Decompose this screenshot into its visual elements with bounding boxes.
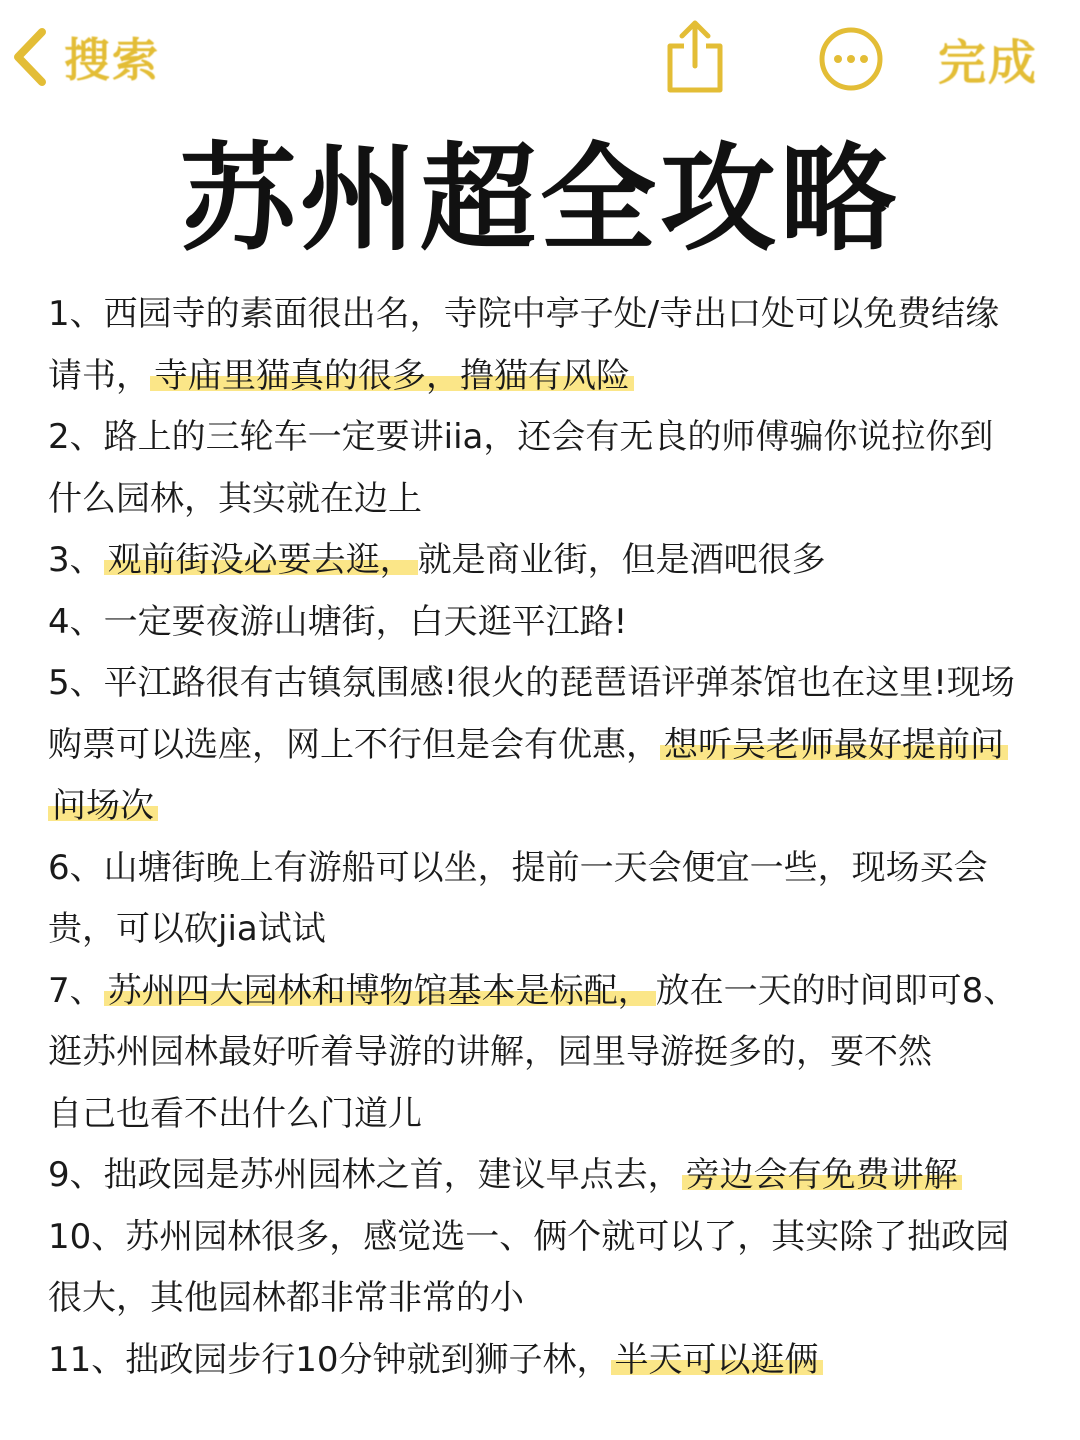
note-line: [48, 899, 1038, 961]
note-line: [48, 407, 1038, 469]
back-label: 搜索: [64, 33, 160, 87]
note-text: 购票可以选座，网上不行但是会有优惠，: [48, 724, 660, 765]
note-text: 1、西园寺的素面很出名，寺院中亭子处/寺出口处可以免费结缘: [48, 294, 1000, 334]
note-line: [48, 838, 1038, 900]
note-text: 5、平江路很有古镇氛围感!很火的琵琶语评弹茶馆也在这里!现场: [48, 663, 1015, 703]
note-text: 放在一天的时间即可8、: [655, 970, 1018, 1011]
share-button[interactable]: [662, 18, 728, 94]
top-nav-bar: [0, 0, 1080, 120]
note-title: 苏州超全攻略: [180, 132, 900, 267]
note-text: 4、一定要夜游山塘街，白天逛平江路!: [48, 601, 628, 642]
note-text: 自己也看不出什么门道儿: [48, 1093, 422, 1134]
note-line: [48, 592, 1038, 654]
note-line: [48, 284, 1038, 346]
note-line: [48, 1022, 1038, 1084]
more-button[interactable]: [818, 26, 884, 92]
chevron-left-icon: [10, 26, 50, 88]
note-text: 就是商业街，但是酒吧很多: [417, 540, 826, 580]
note-line: [48, 715, 1038, 777]
note-text: 3、: [48, 540, 104, 580]
note-line: [48, 1084, 1038, 1146]
note-text: 10、苏州园林很多，感觉选一、俩个就可以了，其实除了拙政园: [48, 1216, 1010, 1257]
note-line: [48, 1145, 1038, 1207]
note-line: [48, 346, 1038, 408]
note-line: [48, 1330, 1038, 1392]
note-line: [48, 653, 1038, 715]
note-text: 逛苏州园林最好听着导游的讲解，园里导游挺多的，要不然: [48, 1032, 932, 1072]
highlighted-text: 想听吴老师最好提前问: [660, 725, 1008, 765]
highlighted-text: 旁边会有免费讲解: [682, 1155, 962, 1195]
note-text: 很大，其他园林都非常非常的小: [48, 1278, 524, 1318]
note-text: 2、路上的三轮车一定要讲iia，还会有无良的师傅骗你说拉你到: [48, 417, 994, 457]
note-line: [48, 776, 1038, 838]
highlighted-text: 半天可以逛俩: [611, 1340, 823, 1380]
note-line: [48, 1268, 1038, 1330]
note-line: [48, 530, 1038, 592]
note-text: 贵，可以砍jia试试: [48, 909, 326, 949]
note-text: 11、拙政园步行10分钟就到狮子林，: [48, 1339, 611, 1380]
note-text: 9、拙政园是苏州园林之首，建议早点去，: [48, 1155, 682, 1195]
note-text: 6、山塘街晚上有游船可以坐，提前一天会便宜一些，现场买会: [48, 847, 988, 888]
note-line: [48, 469, 1038, 531]
back-button[interactable]: [10, 22, 160, 92]
note-line: [48, 961, 1038, 1023]
share-icon: [662, 79, 728, 98]
note-text: 7、: [48, 970, 104, 1011]
more-icon: [818, 77, 884, 96]
note-text: 什么园林，其实就在边上: [48, 478, 422, 519]
note-body[interactable]: [48, 284, 1038, 1391]
highlighted-text: 观前街没必要去逛，: [104, 540, 418, 580]
highlighted-text: 问场次: [48, 786, 158, 826]
done-button[interactable]: 完成: [938, 35, 1039, 91]
note-text: 请书，: [48, 355, 150, 396]
note-line: [48, 1207, 1038, 1269]
highlighted-text: 寺庙里猫真的很多，撸猫有风险: [150, 356, 634, 396]
highlighted-text: 苏州四大园林和博物馆基本是标配，: [104, 971, 656, 1011]
